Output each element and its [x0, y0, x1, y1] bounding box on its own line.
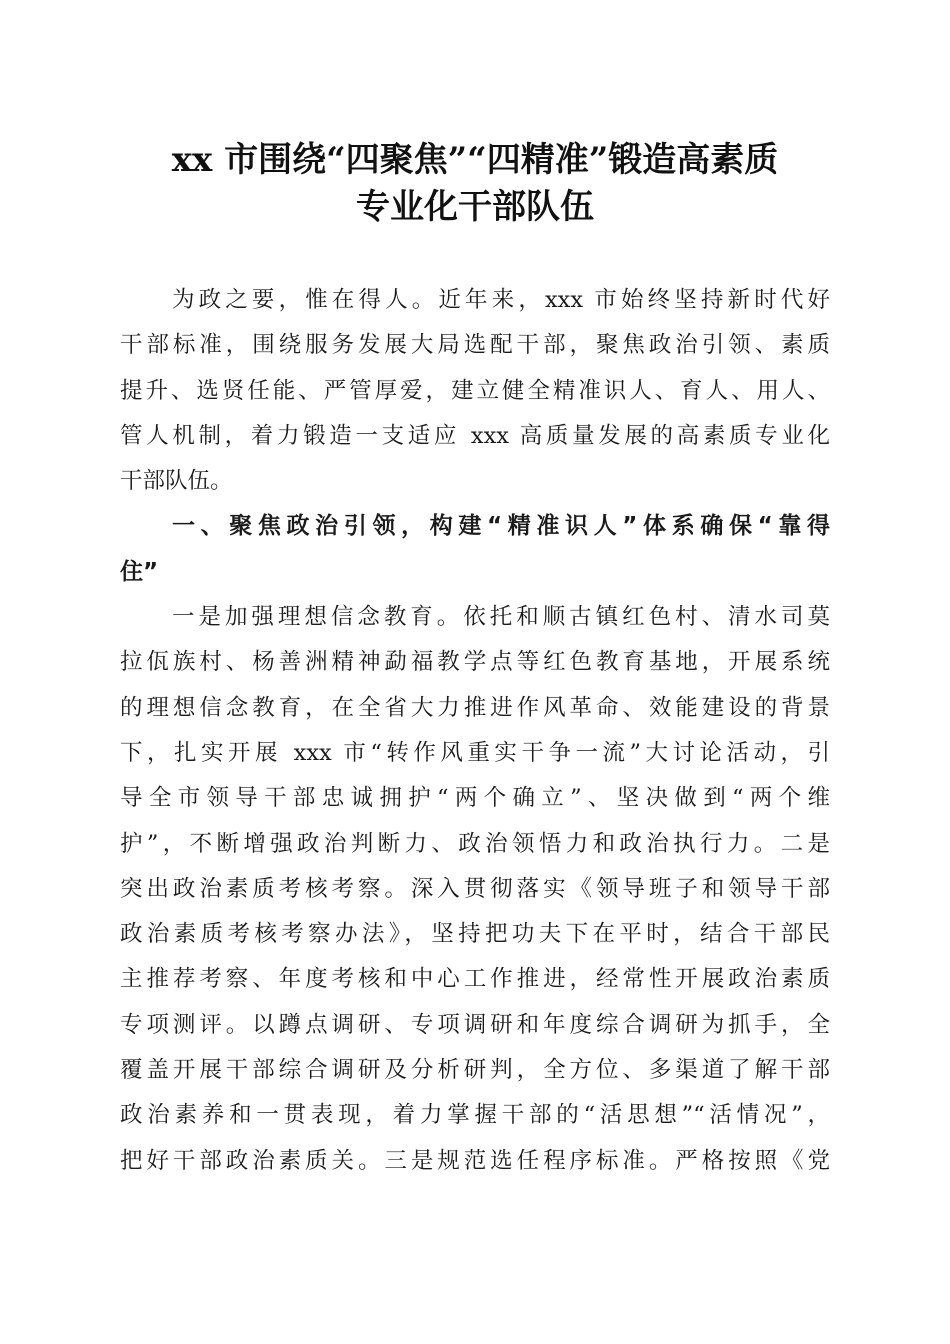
paragraph-line: 政治素质考核考察办法》，坚持把功夫下在平时，结合干部民: [120, 921, 830, 948]
section-heading-line: 一、聚焦政治引领，构建“精准识人”体系确保“靠得: [172, 513, 830, 540]
paragraph-line: 干部标准，围绕服务发展大局选配干部，聚焦政治引领、素质: [120, 332, 830, 359]
paragraph-line: 一是加强理想信念教育。依托和顺古镇红色村、清水司莫: [172, 604, 830, 631]
paragraph-line: 管人机制，着力锻造一支适应 xxx 高质量发展的高素质专业化: [120, 422, 830, 449]
paragraph-line: 下，扎实开展 xxx 市“转作风重实干争一流”大讨论活动，引: [120, 739, 830, 766]
paragraph-line: 拉佤族村、杨善洲精神勐福教学点等红色教育基地，开展系统: [120, 649, 830, 676]
document-title-line-1: xx 市围绕“四聚焦”“四精准”锻造高素质: [171, 140, 779, 180]
paragraph-line: 为政之要，惟在得人。近年来，xxx 市始终坚持新时代好: [172, 287, 830, 313]
paragraph-line: 提升、选贤任能、严管厚爱，建立健全精准识人、育人、用人、: [120, 377, 830, 404]
document-body: [120, 278, 830, 1184]
paragraph-line: 干部队伍。: [120, 468, 233, 495]
paragraph-line: 主推荐考察、年度考核和中心工作推进，经常性开展政治素质: [120, 966, 830, 993]
paragraph-line: 覆盖开展干部综合调研及分析研判，全方位、多渠道了解干部: [120, 1057, 830, 1084]
paragraph-line: 导全市领导干部忠诚拥护“两个确立”、坚决做到“两个维: [120, 785, 830, 812]
paragraph-line: 突出政治素质考核考察。深入贯彻落实《领导班子和领导干部: [120, 875, 830, 902]
document-title-line-2: 专业化干部队伍: [356, 187, 594, 227]
paragraph-line: 把好干部政治素质关。三是规范选任程序标准。严格按照《党: [120, 1147, 830, 1174]
paragraph-line: 护”，不断增强政治判断力、政治领悟力和政治执行力。二是: [120, 830, 830, 857]
paragraph-line: 的理想信念教育，在全省大力推进作风革命、效能建设的背景: [120, 694, 830, 721]
section-heading-line: 住”: [120, 558, 159, 585]
paragraph-line: 政治素养和一贯表现，着力掌握干部的“活思想”“活情况”，: [120, 1102, 830, 1129]
paragraph-line: 专项测评。以蹲点调研、专项调研和年度综合调研为抓手，全: [120, 1011, 830, 1038]
